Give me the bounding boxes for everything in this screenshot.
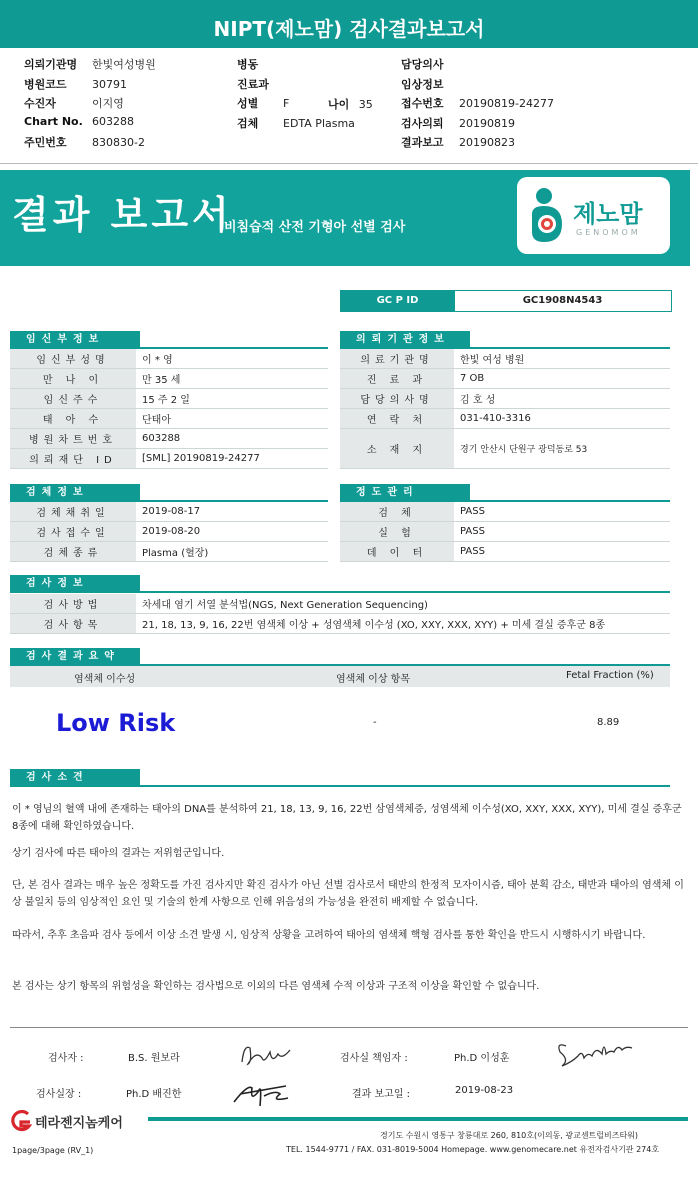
- header-field: [237, 115, 355, 135]
- header-field: [237, 56, 355, 76]
- findings-paragraph-5: 본 검사는 상기 항목의 위험성을 확인하는 검사법으로 이외의 다른 염색체 수적 이상과 구조적 이상을 확인할 수 없습니다.: [12, 981, 540, 992]
- header-field-label: Chart No.: [24, 114, 83, 128]
- header-field-value: 한빛여성병원: [92, 58, 156, 71]
- section-findings-line: [10, 785, 670, 787]
- qc-table: [340, 502, 670, 562]
- result-abnormal-items: -: [373, 717, 377, 728]
- findings-paragraph-3: 단, 본 검사 결과는 매우 높은 정확도를 가진 검사지만 확진 검사가 아닌 선별 검사로서 태반의 한정적 모자이시즘, 태아 분획 감소, 태반과 태아의 염색체 이상 불일치 등의 임상적인 요인 및 기술의 한계 사항으로 인해 위음성의 가능성을 완전히 배제할 수 없습니다.: [12, 880, 684, 908]
- row-value: 7 OB: [454, 369, 670, 389]
- logo-subtext: GENOMOM: [576, 228, 641, 237]
- result-fetal-fraction: 8.89: [597, 717, 620, 728]
- header-field: [401, 115, 554, 135]
- report-title: NIPT(제노맘) 검사결과보고서: [0, 0, 698, 48]
- header-field: [401, 95, 554, 115]
- row-key: 연 락 처: [340, 409, 454, 429]
- section-testinfo-line: [10, 591, 670, 593]
- section-findings-title: 검사소견: [10, 769, 140, 786]
- table-row: [10, 449, 328, 469]
- header-field-label: 진료과: [237, 77, 269, 91]
- section-qc-title: 정도관리: [340, 484, 470, 501]
- row-value: 단태아: [136, 409, 328, 429]
- logo-mother-icon: [528, 186, 572, 244]
- table-row: [340, 349, 670, 369]
- findings-paragraph-2: 상기 검사에 따른 태아의 결과는 저위험군입니다.: [12, 848, 225, 859]
- footer-contact: TEL. 1544-9771 / FAX. 031-8019-5004 Homepage. www.genomecare.net 유전자검사기관 274호: [286, 1145, 660, 1154]
- director-name: Ph.D 배진한: [126, 1089, 182, 1100]
- row-value: PASS: [454, 522, 670, 542]
- header-field-label: 검체: [237, 116, 259, 130]
- tester-label: 검사자 :: [48, 1053, 84, 1064]
- table-row: [10, 429, 328, 449]
- header-field-value: 20190819-24277: [459, 97, 554, 110]
- table-row: [340, 369, 670, 389]
- header-field: [401, 56, 554, 76]
- row-key: 검체채취일: [10, 502, 136, 522]
- header-field-label: 접수번호: [401, 97, 444, 110]
- section-pregnant-title: 임신부정보: [10, 331, 140, 348]
- header-field-value: F: [283, 97, 290, 110]
- row-key: 의료기관명: [340, 349, 454, 369]
- testinfo-table: [10, 594, 670, 634]
- logo-text: 제노맘: [573, 200, 643, 228]
- row-value: 경기 안산시 단원구 광덕동로 53: [454, 429, 670, 469]
- table-row: [10, 349, 328, 369]
- row-key: 검체종류: [10, 542, 136, 562]
- summary-col-aneuploidy: 염색체 이수성: [74, 674, 136, 685]
- age-value: 35: [358, 98, 373, 111]
- row-value: 만 35 세: [136, 369, 328, 389]
- table-row: [340, 429, 670, 469]
- table-row: [340, 389, 670, 409]
- header-field: [237, 76, 355, 96]
- findings-paragraph-4: 따라서, 추후 초음파 검사 등에서 이상 소견 발생 시, 임상적 상황을 고려하여 태아의 염색체 핵형 검사를 통한 확인을 반드시 시행하시기 바랍니다.: [12, 930, 646, 941]
- header-field: [401, 76, 554, 96]
- section-institution-title: 의뢰기관정보: [340, 331, 470, 348]
- header-field-label: 주민번호: [24, 136, 67, 149]
- table-row: [10, 389, 328, 409]
- findings-paragraph-1: 이 * 영님의 혈액 내에 존재하는 태아의 DNA를 분석하여 21, 18, 13, 9, 16, 22번 삼염색체증, 성염색체 이수성(XO, XXY, XXX, XYY), 미세 결실 증후군 8종에 대해 확인하였습니다.: [12, 804, 682, 832]
- specimen-table: [10, 502, 328, 562]
- row-value: 2019-08-17: [136, 502, 328, 522]
- row-value: 김 호 성: [454, 389, 670, 409]
- banner-title: 결과 보고서: [12, 193, 233, 237]
- row-key: 임신주수: [10, 389, 136, 409]
- header-field: [24, 56, 156, 76]
- tester-signature: [236, 1040, 294, 1070]
- row-key: 담당의사명: [340, 389, 454, 409]
- header-field: [24, 95, 156, 115]
- header-field-value: 이지영: [92, 97, 124, 110]
- company-name: 테라젠지놈케어: [35, 1116, 123, 1131]
- terragen-logo-icon: [8, 1110, 34, 1132]
- header-field-label: 수진자: [24, 97, 56, 110]
- row-value: 2019-08-20: [136, 522, 328, 542]
- row-key: 검사항목: [10, 614, 136, 634]
- director-label: 검사실장 :: [36, 1089, 82, 1100]
- report-date: 2019-08-23: [455, 1085, 514, 1096]
- row-value: Plasma (혈장): [136, 542, 328, 562]
- header-divider: [0, 163, 698, 164]
- header-field-value: 603288: [92, 114, 134, 128]
- row-value: 031-410-3316: [454, 409, 670, 429]
- header-field-value: EDTA Plasma: [283, 116, 355, 130]
- header-field-label: 결과보고: [401, 136, 444, 149]
- header-col1: [24, 56, 156, 154]
- row-key: 만 나 이: [10, 369, 136, 389]
- header-field-value: 830830-2: [92, 136, 145, 149]
- row-value: 21, 18, 13, 9, 16, 22번 염색체 이상 + 성염색체 이수성 (XO, XXY, XXX, XYY) + 미세 결실 증후군 8종: [136, 614, 670, 634]
- pregnant-table: [10, 349, 328, 469]
- row-key: 의뢰재단 ID: [10, 449, 136, 469]
- header-field-label: 담당의사: [401, 58, 444, 71]
- table-row: [10, 542, 328, 562]
- table-row: [10, 614, 670, 634]
- row-key: 검 체: [340, 502, 454, 522]
- row-value: PASS: [454, 542, 670, 562]
- table-row: [340, 542, 670, 562]
- summary-col-abnormal: 염색체 이상 항목: [336, 674, 410, 685]
- table-row: [340, 502, 670, 522]
- row-value: [SML] 20190819-24277: [136, 449, 328, 469]
- header-field: [24, 115, 156, 135]
- lead-signature: [552, 1036, 636, 1072]
- section-testinfo-title: 검사정보: [10, 575, 140, 592]
- row-value: 한빛 여성 병원: [454, 349, 670, 369]
- row-key: 태 아 수: [10, 409, 136, 429]
- header-field: [24, 76, 156, 96]
- header-col2: [237, 56, 355, 134]
- row-value: PASS: [454, 502, 670, 522]
- header-field-label: 검사의뢰: [401, 116, 444, 130]
- lead-name: Ph.D 이성훈: [454, 1053, 510, 1064]
- table-row: [340, 409, 670, 429]
- banner-subtitle: 비침습적 산전 기형아 선별 검사: [224, 220, 406, 235]
- gcpid-label: GC P ID: [340, 290, 455, 312]
- header-field-label: 의뢰기관명: [24, 58, 78, 71]
- header-field-label: 임상정보: [401, 77, 444, 91]
- row-value: 이 * 영: [136, 349, 328, 369]
- header-age: [328, 96, 373, 112]
- age-label: 나이: [328, 98, 350, 111]
- footer-address: 경기도 수원시 영통구 창룡대로 260, 810호(이의동, 광교센트럴비즈타워): [380, 1131, 639, 1140]
- institution-table: [340, 349, 670, 469]
- table-row: [340, 522, 670, 542]
- table-row: [10, 522, 328, 542]
- header-col3: [401, 56, 554, 154]
- header-field-value: 20190819: [459, 116, 515, 130]
- header-field-label: 병동: [237, 58, 259, 71]
- result-low-risk: Low Risk: [56, 709, 176, 737]
- section-summary-title: 검사결과요약: [10, 648, 140, 665]
- signature-divider: [10, 1027, 688, 1028]
- header-field-value: 20190823: [459, 136, 515, 149]
- report-date-label: 결과 보고일 :: [352, 1089, 411, 1100]
- row-value: 차세대 염기 서열 분석법(NGS, Next Generation Sequencing): [136, 594, 670, 614]
- table-row: [10, 409, 328, 429]
- row-key: 소 재 지: [340, 429, 454, 469]
- table-row: [10, 594, 670, 614]
- director-signature: [230, 1072, 296, 1112]
- row-key: 검사방법: [10, 594, 136, 614]
- footer-accent-line: [148, 1117, 688, 1121]
- row-key: 데 이 터: [340, 542, 454, 562]
- header-field-value: 30791: [92, 77, 127, 91]
- row-value: 15 주 2 일: [136, 389, 328, 409]
- tester-name: B.S. 원보라: [128, 1053, 180, 1064]
- section-specimen-title: 검체정보: [10, 484, 140, 501]
- summary-header-row: [10, 666, 670, 687]
- page-number: 1page/3page (RV_1): [12, 1146, 94, 1155]
- summary-col-fetal-fraction: Fetal Fraction (%): [566, 670, 654, 681]
- header-field: [24, 134, 156, 154]
- header-field-label: 성별: [237, 97, 259, 110]
- row-key: 임신부성명: [10, 349, 136, 369]
- row-key: 검사접수일: [10, 522, 136, 542]
- row-key: 실 험: [340, 522, 454, 542]
- table-row: [10, 369, 328, 389]
- row-key: 진 료 과: [340, 369, 454, 389]
- table-row: [10, 502, 328, 522]
- lead-label: 검사실 책임자 :: [340, 1053, 408, 1064]
- header-field: [401, 134, 554, 154]
- row-key: 병원차트번호: [10, 429, 136, 449]
- row-value: 603288: [136, 429, 328, 449]
- gcpid-value: GC1908N4543: [522, 295, 603, 306]
- header-field-label: 병원코드: [24, 77, 67, 91]
